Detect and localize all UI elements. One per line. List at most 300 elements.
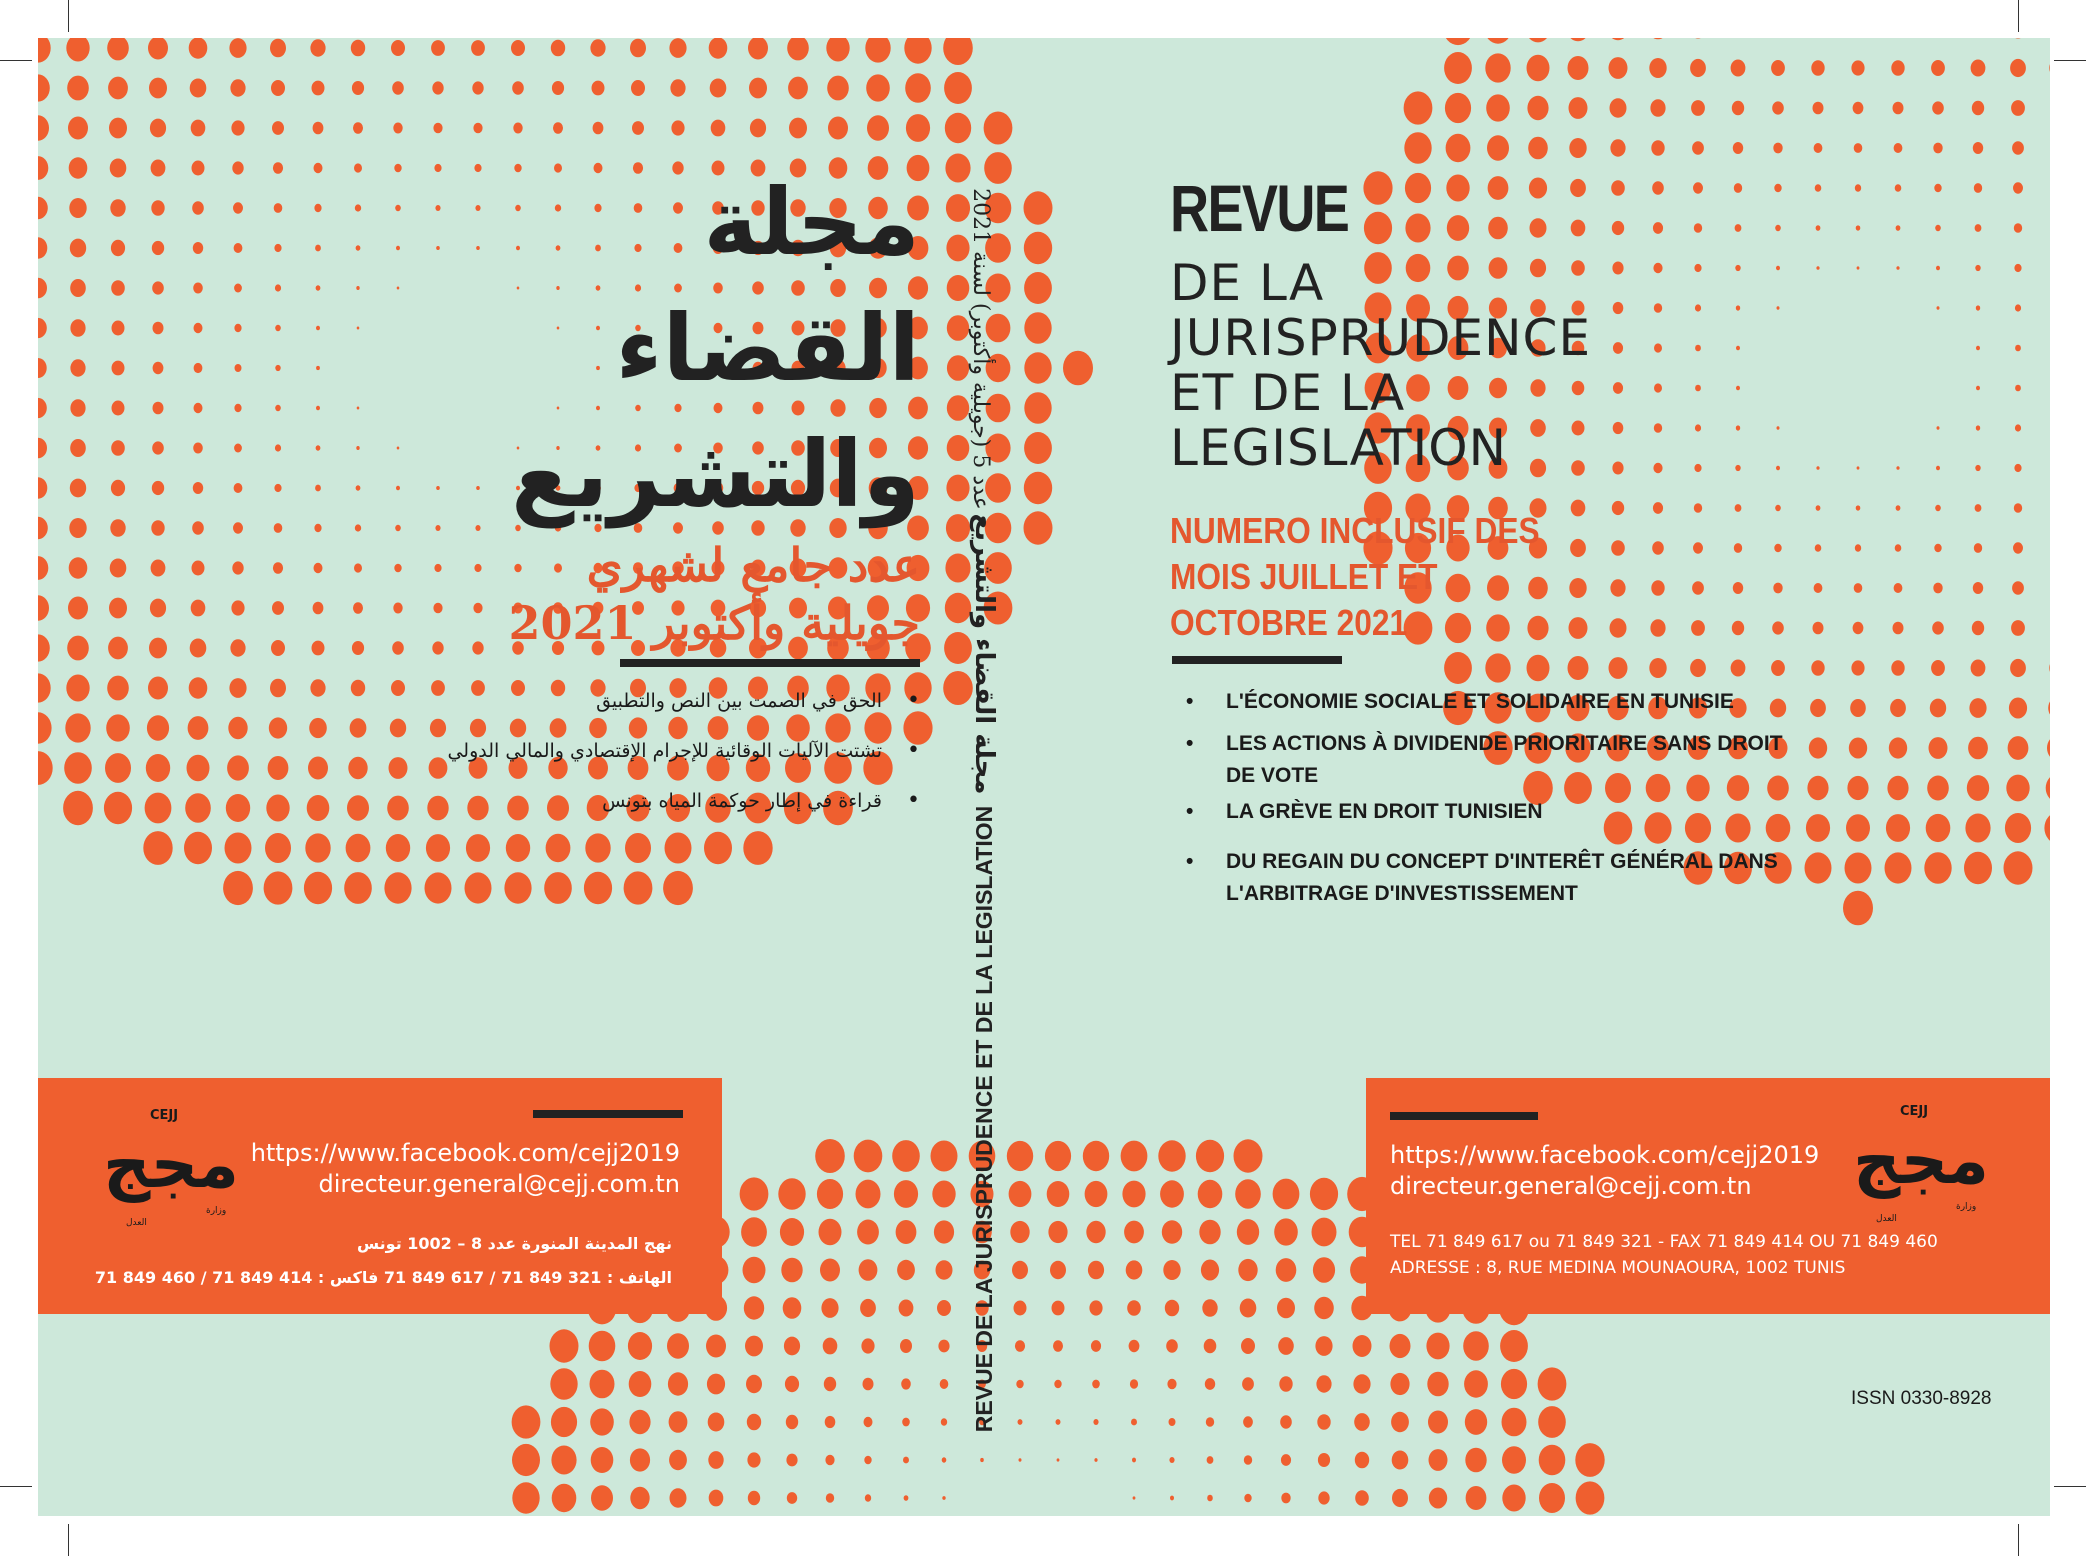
halftone-dot xyxy=(38,115,49,140)
halftone-dot xyxy=(863,1378,874,1391)
halftone-dot xyxy=(1205,1378,1215,1390)
halftone-dot xyxy=(1124,1221,1144,1244)
halftone-dot xyxy=(38,318,47,338)
halftone-dot xyxy=(1613,342,1623,354)
halftone-dot xyxy=(1392,1451,1409,1470)
book-cover-sheet xyxy=(38,38,2050,1516)
halftone-dot xyxy=(787,1492,797,1504)
french-article-list xyxy=(1178,686,1786,910)
halftone-dot xyxy=(152,481,164,495)
halftone-dot xyxy=(668,1372,688,1395)
halftone-dot xyxy=(229,678,246,698)
halftone-dot xyxy=(1975,504,1982,512)
halftone-dot xyxy=(1464,1370,1488,1397)
halftone-dot xyxy=(1893,622,1904,635)
halftone-dot xyxy=(1091,1340,1101,1352)
halftone-dot xyxy=(1853,102,1864,114)
halftone-dot xyxy=(1024,432,1052,464)
halftone-dot xyxy=(590,1408,614,1435)
halftone-dot xyxy=(1569,97,1588,119)
french-subtitle-line: NUMERO INCLUSIF DES xyxy=(1170,510,1540,551)
halftone-dot xyxy=(1355,1490,1369,1506)
halftone-dot xyxy=(1204,1339,1217,1354)
halftone-dot xyxy=(1695,304,1701,311)
halftone-dot xyxy=(900,1339,912,1353)
halftone-dot xyxy=(1893,102,1904,115)
logo-mark: مجج xyxy=(103,1126,239,1203)
halftone-dot xyxy=(1612,221,1624,235)
halftone-dot xyxy=(1653,502,1663,514)
halftone-dot xyxy=(1694,503,1702,513)
halftone-dot xyxy=(192,521,204,534)
halftone-dot xyxy=(149,638,167,659)
halftone-dot xyxy=(2013,542,2023,553)
halftone-dot xyxy=(708,1413,725,1432)
halftone-dot xyxy=(941,1418,947,1425)
spine-french-title: REVUE DE LA JURISPRUDENCE ET DE LA LEGISLATION xyxy=(971,805,997,1433)
halftone-dot xyxy=(353,602,363,614)
halftone-dot xyxy=(1353,1374,1370,1394)
halftone-dot xyxy=(512,1444,540,1476)
french-title xyxy=(1170,256,1591,476)
halftone-dot xyxy=(1571,220,1586,237)
halftone-dot xyxy=(1845,853,1872,884)
halftone-dot xyxy=(193,283,203,294)
halftone-dot xyxy=(817,1179,843,1209)
halftone-dot xyxy=(592,81,605,96)
halftone-dot xyxy=(347,795,369,820)
halftone-dot xyxy=(1736,346,1740,351)
halftone-dot xyxy=(1235,1179,1261,1208)
halftone-dot xyxy=(589,1331,616,1362)
halftone-dot xyxy=(1969,698,1986,718)
halftone-dot xyxy=(1936,266,1940,271)
halftone-dot xyxy=(2049,658,2050,678)
halftone-dot xyxy=(1404,132,1431,164)
halftone-dot xyxy=(270,39,286,58)
halftone-dot xyxy=(748,38,768,60)
halftone-dot xyxy=(940,1379,949,1389)
halftone-dot xyxy=(2046,774,2050,802)
halftone-dot xyxy=(551,1446,576,1475)
halftone-dot xyxy=(665,833,692,864)
halftone-dot xyxy=(1654,343,1662,352)
halftone-dot xyxy=(38,278,47,299)
halftone-dot xyxy=(187,755,210,782)
halftone-dot xyxy=(316,366,320,370)
halftone-dot xyxy=(316,406,320,411)
halftone-dot xyxy=(944,72,972,104)
halftone-dot xyxy=(1024,472,1052,505)
halftone-dot xyxy=(1052,1301,1065,1316)
halftone-dot xyxy=(308,757,328,780)
halftone-dot xyxy=(110,519,125,537)
halftone-dot xyxy=(1973,582,1983,594)
halftone-dot xyxy=(344,872,372,904)
halftone-dot xyxy=(897,1260,915,1280)
halftone-dot xyxy=(1354,1413,1370,1431)
arabic-title xyxy=(338,160,920,538)
halftone-dot xyxy=(1771,660,1785,676)
halftone-dot xyxy=(108,77,128,100)
halftone-dot xyxy=(1816,266,1819,270)
halftone-dot xyxy=(1050,1261,1066,1279)
halftone-dot xyxy=(312,81,325,96)
halftone-dot xyxy=(433,123,442,134)
halftone-dot xyxy=(1931,660,1945,676)
halftone-dot xyxy=(66,38,89,62)
halftone-dot xyxy=(932,1181,955,1208)
halftone-dot xyxy=(271,640,285,656)
halftone-dot xyxy=(431,40,445,56)
halftone-dot xyxy=(1444,652,1472,684)
halftone-dot xyxy=(38,197,48,219)
halftone-dot xyxy=(550,1329,579,1362)
halftone-dot xyxy=(1024,191,1053,224)
list-item: • L'ÉCONOMIE SOCIALE ET SOLIDAIRE EN TUNISIE xyxy=(1178,686,1786,718)
halftone-dot xyxy=(1813,102,1824,115)
halftone-dot xyxy=(1654,383,1662,392)
halftone-dot xyxy=(707,1374,725,1395)
halftone-dot xyxy=(825,1455,834,1466)
crop-mark xyxy=(68,1524,69,1556)
halftone-dot xyxy=(1814,583,1823,593)
halftone-dot xyxy=(1127,1300,1141,1316)
halftone-dot xyxy=(1736,305,1740,310)
halftone-dot xyxy=(864,1456,871,1465)
halftone-dot xyxy=(1198,1180,1223,1208)
tel-fax-text: TEL 71 849 617 ou 71 849 321 - FAX 71 849 414 OU 71 849 460 xyxy=(1390,1232,1938,1252)
halftone-dot xyxy=(1201,1260,1219,1281)
halftone-dot xyxy=(111,240,125,256)
revue-heading: REVUE xyxy=(1170,171,1349,245)
halftone-dot xyxy=(899,1300,914,1317)
halftone-dot xyxy=(1855,184,1861,191)
logo-acronym: CEJJ xyxy=(1900,1104,1929,1119)
halftone-dot xyxy=(1930,699,1946,718)
halftone-dot xyxy=(189,677,208,698)
halftone-dot xyxy=(1607,38,1628,40)
crop-mark xyxy=(0,1486,32,1487)
halftone-dot xyxy=(275,444,281,451)
halftone-dot xyxy=(111,480,125,496)
french-subtitle-line: OCTOBRE 2021 xyxy=(1170,602,1408,643)
halftone-dot xyxy=(1024,392,1051,424)
halftone-dot xyxy=(1314,1297,1334,1319)
halftone-dot xyxy=(1809,737,1827,758)
halftone-dot xyxy=(425,872,452,903)
halftone-dot xyxy=(1569,617,1588,639)
halftone-dot xyxy=(1895,184,1902,192)
halftone-dot xyxy=(552,81,564,95)
halftone-dot xyxy=(1976,425,1980,430)
halftone-dot xyxy=(1889,737,1907,758)
halftone-dot xyxy=(38,517,48,539)
halftone-dot xyxy=(1318,1453,1330,1467)
halftone-dot xyxy=(112,361,125,376)
halftone-dot xyxy=(107,676,129,701)
halftone-dot xyxy=(778,1178,805,1210)
halftone-dot xyxy=(1774,184,1781,192)
halftone-dot xyxy=(1169,1457,1174,1463)
halftone-dot xyxy=(192,161,205,176)
halftone-dot xyxy=(1131,1419,1137,1426)
halftone-dot xyxy=(1054,1380,1061,1388)
halftone-dot xyxy=(232,161,243,174)
halftone-dot xyxy=(512,81,524,94)
halftone-dot xyxy=(310,679,325,696)
halftone-dot xyxy=(1816,225,1821,231)
email-link[interactable]: directeur.general@cejj.com.tn xyxy=(1390,1172,1752,1200)
halftone-dot xyxy=(747,1452,760,1467)
halftone-dot xyxy=(1538,1367,1567,1400)
halftone-dot xyxy=(670,1488,687,1508)
halftone-dot xyxy=(232,561,243,574)
arabic-subtitle-line: عدد جامع لشهري xyxy=(586,538,920,592)
halftone-dot xyxy=(936,1260,953,1279)
halftone-dot xyxy=(392,641,404,654)
halftone-dot xyxy=(274,523,283,533)
halftone-dot xyxy=(1975,465,1980,471)
halftone-dot xyxy=(70,479,86,498)
halftone-dot xyxy=(275,325,281,331)
halftone-dot xyxy=(1776,266,1780,271)
halftone-dot xyxy=(151,520,164,535)
halftone-dot xyxy=(274,203,283,213)
halftone-dot xyxy=(1851,660,1864,675)
halftone-dot xyxy=(1735,465,1740,471)
halftone-dot xyxy=(1736,386,1740,391)
halftone-dot xyxy=(749,78,767,99)
halftone-dot xyxy=(1649,58,1666,78)
french-title-line: ET DE LA xyxy=(1170,364,1406,422)
halftone-dot xyxy=(1964,852,1992,884)
halftone-dot xyxy=(1277,1298,1295,1319)
halftone-dot xyxy=(828,117,848,140)
halftone-dot xyxy=(511,40,525,56)
halftone-dot xyxy=(1896,466,1899,470)
halftone-dot xyxy=(63,791,93,825)
halftone-dot xyxy=(1206,1417,1214,1427)
halftone-dot xyxy=(1569,578,1586,598)
halftone-dot xyxy=(191,600,206,617)
halftone-dot xyxy=(1972,101,1984,115)
halftone-dot xyxy=(189,38,208,59)
halftone-dot xyxy=(1318,1491,1329,1504)
halftone-dot xyxy=(1237,1219,1259,1245)
halftone-dot xyxy=(1693,542,1703,553)
halftone-dot xyxy=(747,1414,761,1431)
halftone-dot xyxy=(669,1411,688,1433)
halftone-dot xyxy=(150,599,166,618)
halftone-dot xyxy=(1810,699,1826,717)
halftone-dot xyxy=(1612,262,1623,275)
divider-bar xyxy=(1390,1112,1538,1120)
halftone-dot xyxy=(316,445,321,450)
halftone-dot xyxy=(1447,215,1469,241)
halftone-dot xyxy=(70,439,86,457)
halftone-dot xyxy=(1654,423,1662,433)
halftone-dot xyxy=(1364,212,1392,245)
halftone-dot xyxy=(585,833,610,862)
halftone-dot xyxy=(1443,38,1473,45)
halftone-dot xyxy=(711,120,726,137)
halftone-dot xyxy=(1735,265,1740,271)
halftone-dot xyxy=(1777,306,1780,309)
halftone-dot xyxy=(275,365,280,371)
halftone-dot xyxy=(1734,543,1742,553)
halftone-dot xyxy=(1048,1221,1067,1243)
halftone-dot xyxy=(584,872,612,904)
halftone-dot xyxy=(69,518,86,538)
halftone-dot xyxy=(70,279,86,297)
halftone-dot xyxy=(1488,217,1508,240)
halftone-dot xyxy=(2006,775,2029,802)
halftone-dot xyxy=(1807,776,1828,800)
halftone-dot xyxy=(1974,543,1982,553)
halftone-dot xyxy=(67,76,89,101)
halftone-dot xyxy=(942,1457,947,1462)
halftone-dot xyxy=(38,38,51,63)
divider-bar xyxy=(1172,656,1342,664)
halftone-dot xyxy=(1976,346,1980,351)
halftone-dot xyxy=(65,713,90,742)
halftone-dot xyxy=(1132,1458,1136,1463)
halftone-dot xyxy=(824,1377,836,1391)
halftone-dot xyxy=(38,751,53,785)
halftone-dot xyxy=(544,872,572,904)
halftone-dot xyxy=(1736,425,1740,430)
halftone-dot xyxy=(190,79,207,98)
halftone-dot xyxy=(234,284,242,293)
halftone-dot xyxy=(506,834,530,862)
halftone-dot xyxy=(551,1407,577,1437)
halftone-dot xyxy=(741,1217,767,1247)
halftone-dot xyxy=(1654,303,1662,313)
halftone-dot xyxy=(234,483,243,493)
arabic-article-list xyxy=(398,686,920,836)
halftone-dot xyxy=(153,362,164,374)
halftone-dot xyxy=(1355,1452,1369,1469)
halftone-dot xyxy=(1429,1449,1448,1471)
halftone-dot xyxy=(894,1180,918,1208)
arabic-subtitle-line: جويلية وأكتوبر 2021 xyxy=(508,596,920,650)
halftone-dot xyxy=(624,871,653,904)
halftone-dot xyxy=(1806,814,1830,842)
halftone-dot xyxy=(743,1257,766,1283)
halftone-dot xyxy=(2014,503,2022,513)
halftone-dot xyxy=(112,321,125,336)
halftone-dot xyxy=(1973,142,1983,154)
halftone-dot xyxy=(1538,1406,1566,1438)
halftone-dot xyxy=(231,120,244,135)
halftone-dot xyxy=(2049,58,2050,78)
facebook-link[interactable]: https://www.facebook.com/cejj2019 xyxy=(250,1139,680,1167)
halftone-dot xyxy=(2014,464,2021,472)
halftone-dot xyxy=(1539,1483,1565,1513)
logo-ministry-word: وزارة xyxy=(1956,1202,1977,1212)
halftone-dot xyxy=(1163,1260,1180,1280)
halftone-dot xyxy=(107,38,129,60)
halftone-dot xyxy=(265,833,291,863)
halftone-dot xyxy=(628,1332,652,1360)
logo-justice-word: العدل xyxy=(1876,1214,1897,1224)
facebook-link[interactable]: https://www.facebook.com/cejj2019 xyxy=(1390,1141,1820,1169)
halftone-dot xyxy=(1733,582,1743,594)
halftone-dot xyxy=(386,834,410,862)
halftone-dot xyxy=(2015,385,2021,392)
halftone-dot xyxy=(786,1454,797,1467)
halftone-dot xyxy=(392,81,404,94)
halftone-dot xyxy=(1856,505,1861,510)
halftone-dot xyxy=(1937,426,1940,429)
arabic-subtitle xyxy=(438,536,920,652)
halftone-dot xyxy=(1927,776,1949,801)
halftone-dot xyxy=(630,1487,649,1509)
halftone-dot xyxy=(1500,1330,1528,1362)
halftone-dot xyxy=(1924,852,1951,884)
halftone-dot xyxy=(826,1493,834,1503)
halftone-dot xyxy=(1527,55,1550,82)
halftone-dot xyxy=(350,718,367,737)
halftone-dot xyxy=(1691,100,1705,116)
halftone-dot xyxy=(193,443,203,454)
halftone-dot xyxy=(274,244,281,252)
halftone-dot xyxy=(466,834,490,862)
halftone-dot xyxy=(185,793,211,822)
halftone-dot xyxy=(143,831,172,865)
crop-mark xyxy=(2018,0,2019,32)
halftone-dot xyxy=(1088,1261,1104,1280)
halftone-dot xyxy=(2015,304,2021,311)
halftone-dot xyxy=(1857,466,1860,469)
email-link[interactable]: directeur.general@cejj.com.tn xyxy=(318,1170,680,1198)
halftone-dot xyxy=(708,1451,723,1469)
halftone-dot xyxy=(227,755,249,780)
halftone-dot xyxy=(1019,1458,1022,1461)
halftone-dot xyxy=(1202,1299,1217,1317)
halftone-dot xyxy=(550,1368,577,1400)
halftone-dot xyxy=(1694,264,1701,272)
halftone-dot xyxy=(1527,96,1548,120)
halftone-dot xyxy=(2048,697,2050,720)
halftone-dot xyxy=(38,673,51,702)
logo-mark: مجج xyxy=(1853,1122,1989,1199)
halftone-dot xyxy=(465,872,492,903)
halftone-dot xyxy=(1849,738,1867,759)
halftone-dot xyxy=(1092,1380,1100,1389)
halftone-dot xyxy=(1816,466,1819,470)
halftone-dot xyxy=(1846,814,1870,842)
halftone-dot xyxy=(1315,1336,1332,1356)
halftone-dot xyxy=(314,204,321,212)
halftone-dot xyxy=(1610,139,1625,156)
halftone-dot xyxy=(192,561,205,576)
halftone-dot xyxy=(432,81,443,94)
halftone-dot xyxy=(233,522,243,533)
list-item: تشتت الآليات الوقائية للإجرام الإقتصادي والمالي الدولي • xyxy=(398,736,920,786)
halftone-dot xyxy=(1121,1141,1148,1172)
halftone-dot xyxy=(1446,134,1471,162)
halftone-dot xyxy=(194,323,203,333)
list-item: • DU REGAIN DU CONCEPT D'INTERÊT GÉNÉRAL DANS L'ARBITRAGE D'INVESTISSEMENT xyxy=(1178,846,1786,910)
halftone-dot xyxy=(1609,57,1628,79)
halftone-dot xyxy=(1570,539,1586,557)
halftone-dot xyxy=(38,74,50,101)
halftone-dot xyxy=(1695,385,1701,392)
halftone-dot xyxy=(931,1141,958,1172)
halftone-dot xyxy=(68,597,88,620)
